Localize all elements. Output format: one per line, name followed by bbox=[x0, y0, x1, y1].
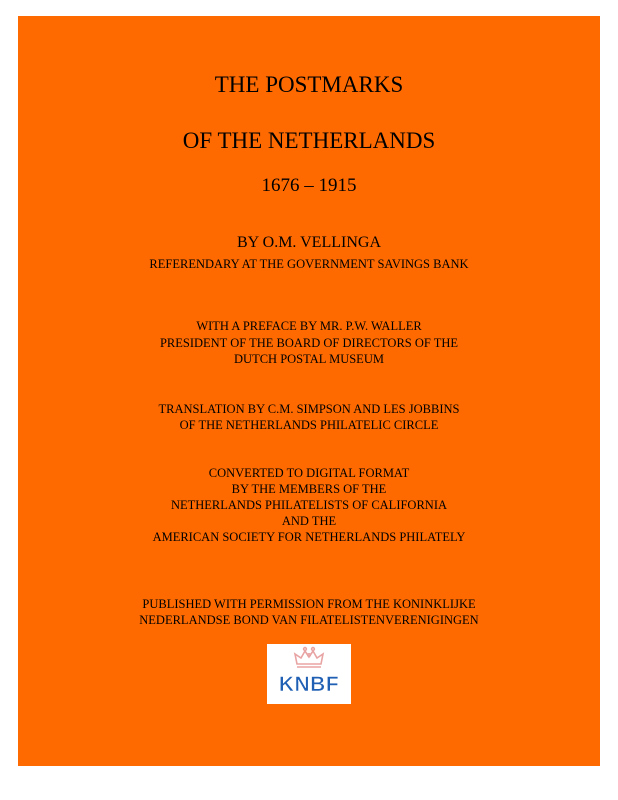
preface-line-2: PRESIDENT OF THE BOARD OF DIRECTORS OF THE bbox=[159, 336, 459, 350]
conversion-line-5: AMERICAN SOCIETY FOR NETHERLANDS PHILATELY bbox=[152, 530, 466, 544]
years: 1676 – 1915 bbox=[261, 175, 357, 196]
conversion-line-4: AND THE bbox=[281, 514, 337, 528]
crown-icon bbox=[295, 648, 323, 667]
knbf-logo bbox=[267, 644, 351, 704]
author: BY O.M. VELLINGA bbox=[237, 234, 381, 251]
knbf-logo-graphic bbox=[267, 644, 351, 704]
conversion-line-2: BY THE MEMBERS OF THE bbox=[231, 482, 387, 496]
conversion-line-1: CONVERTED TO DIGITAL FORMAT bbox=[208, 466, 410, 480]
permission-line-2: NEDERLANDSE BOND VAN FILATELISTENVERENIGINGEN bbox=[139, 613, 479, 627]
knbf-logo-text: KNBF bbox=[278, 673, 340, 696]
conversion-line-3: NETHERLANDS PHILATELISTS OF CALIFORNIA bbox=[170, 498, 448, 512]
translation-line-1: TRANSLATION BY C.M. SIMPSON AND LES JOBBINS bbox=[158, 402, 460, 416]
permission-line-1: PUBLISHED WITH PERMISSION FROM THE KONINKLIJKE bbox=[142, 597, 476, 611]
translation-line-2: OF THE NETHERLANDS PHILATELIC CIRCLE bbox=[179, 418, 439, 432]
preface-line-3: DUTCH POSTAL MUSEUM bbox=[234, 352, 384, 366]
author-role: REFERENDARY AT THE GOVERNMENT SAVINGS BANK bbox=[149, 257, 469, 271]
title-line-2: OF THE NETHERLANDS bbox=[182, 128, 436, 153]
preface-line-1: WITH A PREFACE BY MR. P.W. WALLER bbox=[196, 319, 422, 333]
book-cover bbox=[18, 16, 600, 766]
title-line-1: THE POSTMARKS bbox=[214, 72, 404, 97]
